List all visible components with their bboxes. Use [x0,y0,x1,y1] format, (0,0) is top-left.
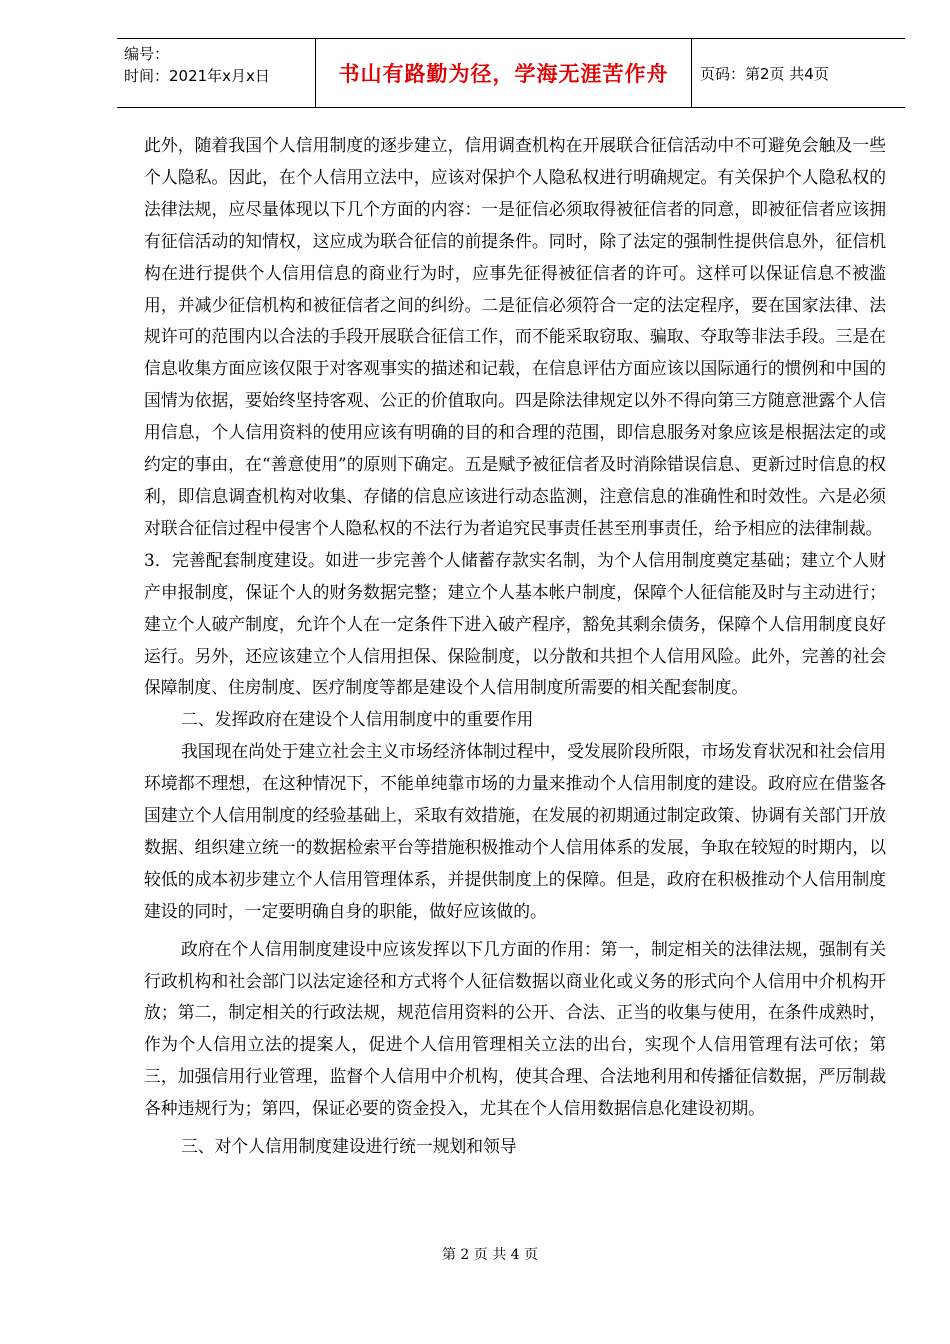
document-body [144,130,886,1163]
paragraph-supporting-systems: 3．完善配套制度建设。如进一步完善个人储蓄存款实名制，为个人信用制度奠定基础；建立个人财产申报制度，保证个人的财务数据完整；建立个人基本帐户制度，保障个人征信能及时与主动进行；建立个人破产制度，允许个人在一定条件下进入破产程序，豁免其剩余债务，保障个人信用制度良好运行。另外，还应该建立个人信用担保、保险制度，以分散和共担个人信用风险。此外，完善的社会保障制度、住房制度、医疗制度等都是建设个人信用制度所需要的相关配套制度。 [144,549,886,698]
section-heading-government-role: 二、发挥政府在建设个人信用制度中的重要作用 [181,709,534,730]
section-heading-unified-planning: 三、对个人信用制度建设进行统一规划和领导 [181,1136,517,1157]
header-meta [117,39,315,107]
header-page-info: 页码：第2页 共4页 [700,64,829,83]
paragraph-government-context: 我国现在尚处于建立社会主义市场经济体制过程中，受发展阶段所限，市场发育状况和社会信用环境都不理想，在这种情况下，不能单纯靠市场的力量来推动个人信用制度的建设。政府应在借鉴各国建立个人信用制度的经验基础上，采取有效措施，在发展的初期通过制定政策、协调有关部门开放数据、组织建立统一的数据检索平台等措施积极推动个人信用体系的发展，争取在较短的时期内，以较低的成本初步建立个人信用管理体系，并提供制度上的保障。但是，政府在积极推动个人信用制度建设的同时，一定要明确自身的职能，做好应该做的。 [144,741,886,921]
paragraph-government-functions: 政府在个人信用制度建设中应该发挥以下几方面的作用：第一，制定相关的法律法规，强制有关行政机构和社会部门以法定途径和方式将个人征信数据以商业化或义务的形式向个人信用中介机构开放；第二，制定相关的行政法规，规范信用资料的公开、合法、正当的收集与使用，在条件成熟时，作为个人信用立法的提案人，促进个人信用管理相关立法的出台，实现个人信用管理有法可依；第三，加强信用行业管理，监督个人信用中介机构，使其合理、合法地利用和传播征信数据，严厉制裁各种违规行为；第四，保证必要的资金投入，尤其在个人信用数据信息化建设初期。 [144,938,886,1119]
header-motto: 书山有路勤为径，学海无涯苦作舟 [315,39,692,107]
document-time-label: 时间：2021年x月x日 [124,67,270,85]
page-header [117,38,905,108]
paragraph-privacy: 此外，随着我国个人信用制度的逐步建立，信用调查机构在开展联合征信活动中不可避免会触及一些个人隐私。因此，在个人信用立法中，应该对保护个人隐私权进行明确规定。有关保护个人隐私权的法律法规，应尽量体现以下几个方面的内容：一是征信必须取得被征信者的同意，即被征信者应该拥有征信活动的知情权，这应成为联合征信的前提条件。同时，除了法定的强制性提供信息外，征信机构在进行提供个人信用信息的商业行为时，应事先征得被征信者的许可。这样可以保证信息不被滥用，并减少征信机构和被征信者之间的纠纷。二是征信必须符合一定的法定程序，要在国家法律、法规许可的范围内以合法的手段开展联合征信工作，而不能采取窃取、骗取、夺取等非法手段。三是在信息收集方面应该仅限于对客观事实的描述和记载，在信息评估方面应该以国际通行的惯例和中国的国情为依据，要始终坚持客观、公正的价值取向。四是除法律规定以外不得向第三方随意泄露个人信用信息，个人信用资料的使用应该有明确的目的和合理的范围，即信息服务对象应该是根据法定的或约定的事由，在“善意使用”的原则下确定。五是赋予被征信者及时消除错误信息、更新过时信息的权利，即信息调查机构对收集、存储的信息应该进行动态监测，注意信息的准确性和时效性。六是必须对联合征信过程中侵害个人隐私权的不法行为者追究民事责任甚至刑事责任，给予相应的法律制裁。 [144,135,886,538]
page-footer: 第 2 页 共 4 页 [441,1247,539,1263]
document-number-label: 编号： [124,45,170,63]
